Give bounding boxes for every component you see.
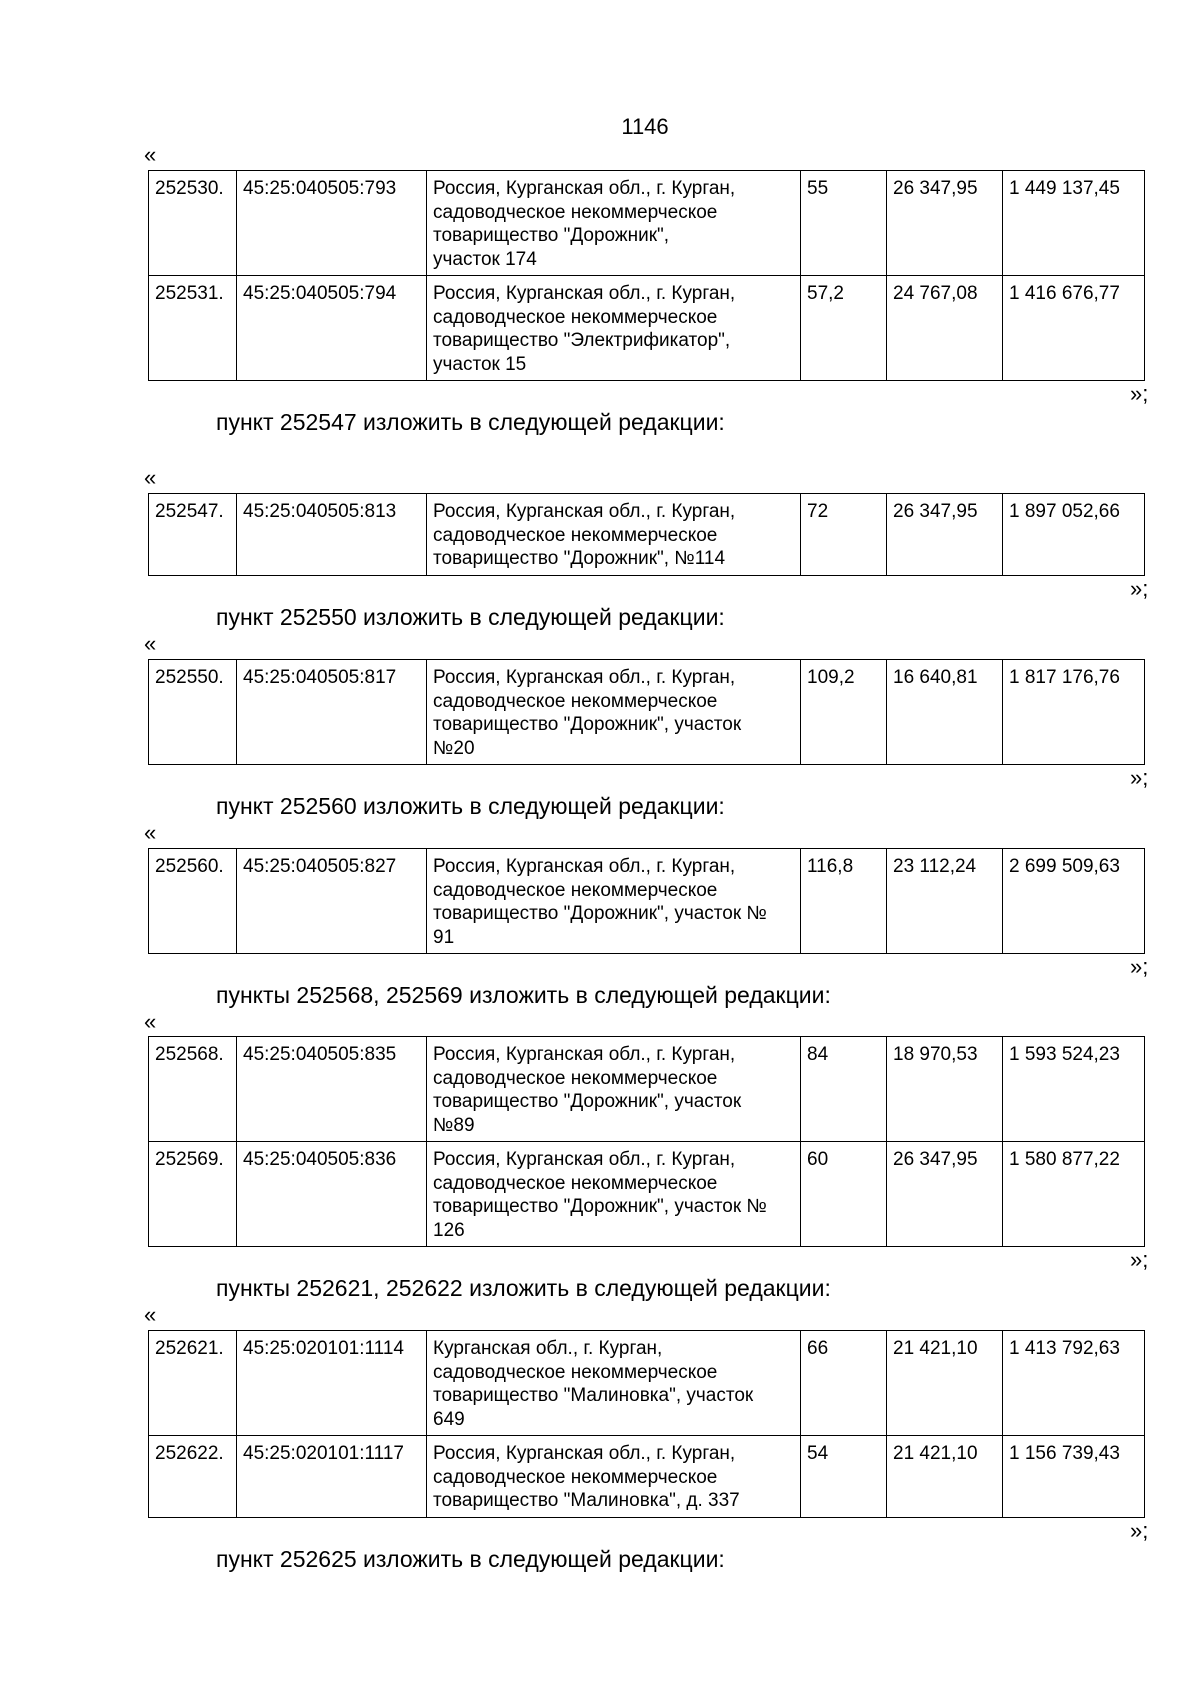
cell-price: 26 347,95 (887, 1142, 1003, 1247)
cell-address: Россия, Курганская обл., г. Курган, садоводческое некоммерческое товарищество "Дорожник", №114 (427, 494, 801, 576)
cell-cadastral: 45:25:040505:817 (237, 660, 427, 765)
cell-price: 16 640,81 (887, 660, 1003, 765)
quote-open: « (144, 631, 157, 656)
quote-open: « (144, 1009, 157, 1034)
cell-number: 252568. (149, 1037, 237, 1142)
cell-total: 1 817 176,76 (1003, 660, 1145, 765)
quote-open: « (144, 142, 157, 167)
cell-number: 252560. (149, 849, 237, 954)
table-row (149, 1436, 1145, 1518)
cell-total: 1 416 676,77 (1003, 276, 1145, 381)
cell-number: 252547. (149, 494, 237, 576)
cell-number: 252569. (149, 1142, 237, 1247)
cell-number: 252550. (149, 660, 237, 765)
cell-cadastral: 45:25:020101:1117 (237, 1436, 427, 1518)
cell-address: Россия, Курганская обл., г. Курган, садоводческое некоммерческое товарищество "Дорожник", участок № 126 (427, 1142, 801, 1247)
quote-close: »; (1130, 765, 1149, 790)
table-row (149, 1331, 1145, 1436)
amendment-instruction: пункт 252625 изложить в следующей редакции: (216, 1546, 725, 1572)
cell-total: 1 156 739,43 (1003, 1436, 1145, 1518)
amendment-instruction: пункт 252547 изложить в следующей редакции: (216, 409, 725, 435)
table-row (149, 660, 1145, 765)
quote-close: »; (1130, 1518, 1149, 1543)
cell-price: 26 347,95 (887, 171, 1003, 276)
data-table (148, 848, 1145, 954)
page-number: 1146 (621, 114, 669, 139)
data-table (148, 659, 1145, 765)
table-row (149, 849, 1145, 954)
data-table (148, 1036, 1145, 1247)
cell-total: 1 593 524,23 (1003, 1037, 1145, 1142)
cell-cadastral: 45:25:040505:813 (237, 494, 427, 576)
cell-area: 66 (801, 1331, 887, 1436)
cell-number: 252621. (149, 1331, 237, 1436)
amendment-instruction: пункт 252560 изложить в следующей редакции: (216, 793, 725, 819)
cell-price: 18 970,53 (887, 1037, 1003, 1142)
table-row (149, 1037, 1145, 1142)
quote-close: »; (1130, 576, 1149, 601)
quote-close: »; (1130, 381, 1149, 406)
table-row (149, 494, 1145, 576)
cell-address: Россия, Курганская обл., г. Курган, садоводческое некоммерческое товарищество "Малиновка", д. 337 (427, 1436, 801, 1518)
cell-area: 55 (801, 171, 887, 276)
cell-price: 24 767,08 (887, 276, 1003, 381)
amendment-instruction: пункты 252568, 252569 изложить в следующей редакции: (216, 982, 831, 1008)
cell-total: 1 897 052,66 (1003, 494, 1145, 576)
data-table (148, 170, 1145, 381)
cell-total: 1 580 877,22 (1003, 1142, 1145, 1247)
cell-cadastral: 45:25:040505:793 (237, 171, 427, 276)
cell-area: 54 (801, 1436, 887, 1518)
table-row (149, 276, 1145, 381)
quote-close: »; (1130, 954, 1149, 979)
cell-address: Россия, Курганская обл., г. Курган, садоводческое некоммерческое товарищество "Дорожник", участок 174 (427, 171, 801, 276)
amendment-instruction: пункт 252550 изложить в следующей редакции: (216, 604, 725, 630)
cell-area: 57,2 (801, 276, 887, 381)
data-table (148, 493, 1145, 576)
quote-open: « (144, 465, 157, 490)
cell-area: 60 (801, 1142, 887, 1247)
cell-cadastral: 45:25:040505:835 (237, 1037, 427, 1142)
cell-cadastral: 45:25:040505:827 (237, 849, 427, 954)
cell-total: 1 413 792,63 (1003, 1331, 1145, 1436)
cell-total: 1 449 137,45 (1003, 171, 1145, 276)
cell-cadastral: 45:25:040505:836 (237, 1142, 427, 1247)
cell-number: 252531. (149, 276, 237, 381)
cell-price: 23 112,24 (887, 849, 1003, 954)
cell-price: 21 421,10 (887, 1436, 1003, 1518)
data-table (148, 1330, 1145, 1518)
cell-number: 252530. (149, 171, 237, 276)
cell-address: Россия, Курганская обл., г. Курган, садоводческое некоммерческое товарищество "Дорожник", участок №89 (427, 1037, 801, 1142)
cell-address: Курганская обл., г. Курган, садоводческое некоммерческое товарищество "Малиновка", участок 649 (427, 1331, 801, 1436)
cell-number: 252622. (149, 1436, 237, 1518)
cell-area: 84 (801, 1037, 887, 1142)
quote-close: »; (1130, 1247, 1149, 1272)
cell-area: 116,8 (801, 849, 887, 954)
table-row (149, 171, 1145, 276)
cell-address: Россия, Курганская обл., г. Курган, садоводческое некоммерческое товарищество "Дорожник", участок № 91 (427, 849, 801, 954)
cell-cadastral: 45:25:020101:1114 (237, 1331, 427, 1436)
cell-cadastral: 45:25:040505:794 (237, 276, 427, 381)
table-row (149, 1142, 1145, 1247)
cell-area: 109,2 (801, 660, 887, 765)
quote-open: « (144, 1302, 157, 1327)
cell-total: 2 699 509,63 (1003, 849, 1145, 954)
cell-area: 72 (801, 494, 887, 576)
cell-price: 21 421,10 (887, 1331, 1003, 1436)
cell-price: 26 347,95 (887, 494, 1003, 576)
amendment-instruction: пункты 252621, 252622 изложить в следующей редакции: (216, 1275, 831, 1301)
cell-address: Россия, Курганская обл., г. Курган, садоводческое некоммерческое товарищество "Дорожник", участок №20 (427, 660, 801, 765)
quote-open: « (144, 820, 157, 845)
cell-address: Россия, Курганская обл., г. Курган, садоводческое некоммерческое товарищество "Электрификатор", участок 15 (427, 276, 801, 381)
